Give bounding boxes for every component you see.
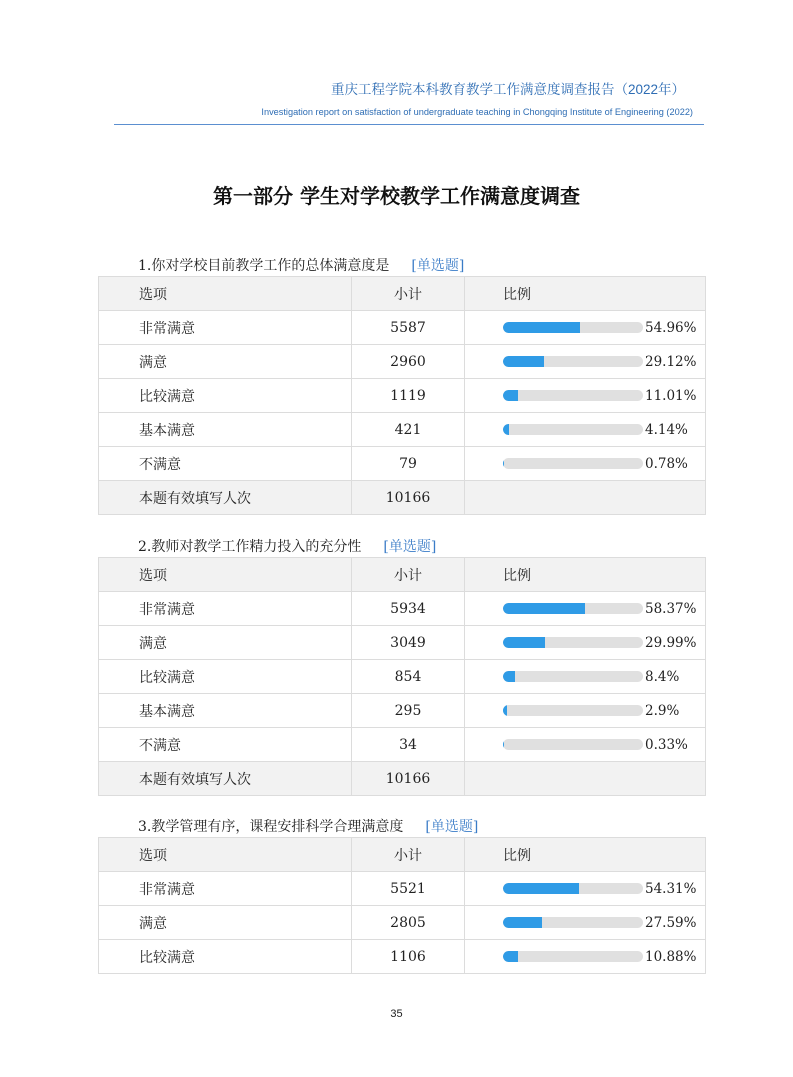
ratio-bar-group <box>503 456 705 472</box>
total-row <box>99 481 706 515</box>
ratio-cell <box>465 660 706 694</box>
ratio-bar-group <box>503 949 705 965</box>
page-number: 35 <box>390 1008 403 1020</box>
progress-fill <box>503 390 518 401</box>
option-count: 2960 <box>352 345 465 379</box>
column-header-count: 小计 <box>352 558 465 592</box>
question-block <box>98 537 706 796</box>
progress-fill <box>503 671 515 682</box>
question-text: 1.你对学校目前教学工作的总体满意度是 <box>138 258 390 274</box>
option-count: 295 <box>352 694 465 728</box>
progress-fill <box>503 705 507 716</box>
table-header-row <box>99 838 706 872</box>
progress-track <box>503 883 643 894</box>
question-type-tag: [单选题] <box>411 258 465 274</box>
table-row <box>99 447 706 481</box>
column-header-option: 选项 <box>99 838 352 872</box>
ratio-cell <box>465 872 706 906</box>
option-label: 比较满意 <box>99 940 352 974</box>
ratio-bar-group <box>503 915 705 931</box>
table-row <box>99 626 706 660</box>
progress-fill <box>503 951 518 962</box>
table-row <box>99 728 706 762</box>
option-label: 非常满意 <box>99 311 352 345</box>
option-count: 1119 <box>352 379 465 413</box>
ratio-cell <box>465 311 706 345</box>
option-label: 比较满意 <box>99 379 352 413</box>
option-label: 满意 <box>99 626 352 660</box>
column-header-ratio: 比例 <box>465 838 706 872</box>
table-row <box>99 311 706 345</box>
percentage-label: 11.01% <box>645 387 697 404</box>
table-row <box>99 872 706 906</box>
ratio-bar-group <box>503 881 705 897</box>
ratio-bar-group <box>503 737 705 753</box>
table-row <box>99 413 706 447</box>
progress-track <box>503 637 643 648</box>
percentage-label: 4.14% <box>645 421 688 438</box>
question-type-tag: [单选题] <box>425 819 479 835</box>
ratio-cell <box>465 626 706 660</box>
total-empty-cell <box>465 481 706 515</box>
progress-track <box>503 739 643 750</box>
table-header-row <box>99 277 706 311</box>
percentage-label: 29.12% <box>645 353 697 370</box>
ratio-cell <box>465 728 706 762</box>
progress-track <box>503 671 643 682</box>
progress-track <box>503 603 643 614</box>
option-label: 不满意 <box>99 447 352 481</box>
question-text: 3.教学管理有序，课程安排科学合理满意度 <box>138 819 404 835</box>
ratio-cell <box>465 379 706 413</box>
table-row <box>99 906 706 940</box>
ratio-bar-group <box>503 388 705 404</box>
option-count: 5934 <box>352 592 465 626</box>
progress-track <box>503 424 643 435</box>
column-header-count: 小计 <box>352 838 465 872</box>
progress-track <box>503 458 643 469</box>
report-header-title: 重庆工程学院本科教育教学工作满意度调查报告（2022年） <box>330 82 685 97</box>
progress-fill <box>503 917 542 928</box>
ratio-bar-group <box>503 320 705 336</box>
option-label: 非常满意 <box>99 592 352 626</box>
column-header-ratio: 比例 <box>465 277 706 311</box>
ratio-cell <box>465 447 706 481</box>
table-row <box>99 660 706 694</box>
total-row <box>99 762 706 796</box>
ratio-bar-group <box>503 422 705 438</box>
progress-track <box>503 390 643 401</box>
ratio-cell <box>465 592 706 626</box>
ratio-bar-group <box>503 354 705 370</box>
progress-track <box>503 705 643 716</box>
option-label: 不满意 <box>99 728 352 762</box>
progress-track <box>503 356 643 367</box>
question-block <box>98 817 706 974</box>
percentage-label: 2.9% <box>645 702 680 719</box>
ratio-bar-group <box>503 635 705 651</box>
header-divider <box>114 124 704 125</box>
progress-track <box>503 951 643 962</box>
percentage-label: 54.31% <box>645 880 697 897</box>
percentage-label: 0.33% <box>645 736 688 753</box>
results-table <box>98 837 706 974</box>
option-label: 比较满意 <box>99 660 352 694</box>
ratio-cell <box>465 413 706 447</box>
option-label: 基本满意 <box>99 413 352 447</box>
percentage-label: 54.96% <box>645 319 697 336</box>
ratio-cell <box>465 345 706 379</box>
option-count: 421 <box>352 413 465 447</box>
progress-fill <box>503 739 504 750</box>
option-label: 基本满意 <box>99 694 352 728</box>
question-title <box>98 256 706 276</box>
table-row <box>99 345 706 379</box>
ratio-bar-group <box>503 601 705 617</box>
option-label: 满意 <box>99 345 352 379</box>
progress-fill <box>503 356 544 367</box>
progress-fill <box>503 637 545 648</box>
total-label: 本题有效填写人次 <box>99 481 352 515</box>
progress-fill <box>503 883 579 894</box>
total-count: 10166 <box>352 481 465 515</box>
column-header-ratio: 比例 <box>465 558 706 592</box>
option-count: 2805 <box>352 906 465 940</box>
total-count: 10166 <box>352 762 465 796</box>
option-count: 34 <box>352 728 465 762</box>
percentage-label: 10.88% <box>645 948 697 965</box>
report-header-subtitle: Investigation report on satisfaction of undergraduate teaching in Chongqing Institute of Engineering (2022) <box>261 107 693 117</box>
ratio-bar-group <box>503 703 705 719</box>
progress-fill <box>503 603 585 614</box>
percentage-label: 8.4% <box>645 668 680 685</box>
table-row <box>99 379 706 413</box>
ratio-bar-group <box>503 669 705 685</box>
question-title <box>98 537 706 557</box>
progress-fill <box>503 424 509 435</box>
ratio-cell <box>465 906 706 940</box>
column-header-option: 选项 <box>99 277 352 311</box>
option-label: 满意 <box>99 906 352 940</box>
table-row <box>99 592 706 626</box>
question-block <box>98 256 706 515</box>
option-count: 5587 <box>352 311 465 345</box>
ratio-cell <box>465 940 706 974</box>
question-type-tag: [单选题] <box>383 539 437 555</box>
ratio-cell <box>465 694 706 728</box>
percentage-label: 27.59% <box>645 914 697 931</box>
option-count: 1106 <box>352 940 465 974</box>
option-count: 5521 <box>352 872 465 906</box>
question-text: 2.教师对教学工作精力投入的充分性 <box>138 539 362 555</box>
option-count: 3049 <box>352 626 465 660</box>
progress-fill <box>503 458 504 469</box>
progress-track <box>503 917 643 928</box>
table-header-row <box>99 558 706 592</box>
question-title <box>98 817 706 837</box>
column-header-count: 小计 <box>352 277 465 311</box>
option-label: 非常满意 <box>99 872 352 906</box>
results-table <box>98 276 706 515</box>
total-empty-cell <box>465 762 706 796</box>
table-row <box>99 940 706 974</box>
percentage-label: 29.99% <box>645 634 697 651</box>
option-count: 854 <box>352 660 465 694</box>
results-table <box>98 557 706 796</box>
percentage-label: 0.78% <box>645 455 688 472</box>
progress-fill <box>503 322 580 333</box>
column-header-option: 选项 <box>99 558 352 592</box>
option-count: 79 <box>352 447 465 481</box>
total-label: 本题有效填写人次 <box>99 762 352 796</box>
table-row <box>99 694 706 728</box>
part-title: 第一部分 学生对学校教学工作满意度调查 <box>213 184 580 208</box>
percentage-label: 58.37% <box>645 600 697 617</box>
progress-track <box>503 322 643 333</box>
